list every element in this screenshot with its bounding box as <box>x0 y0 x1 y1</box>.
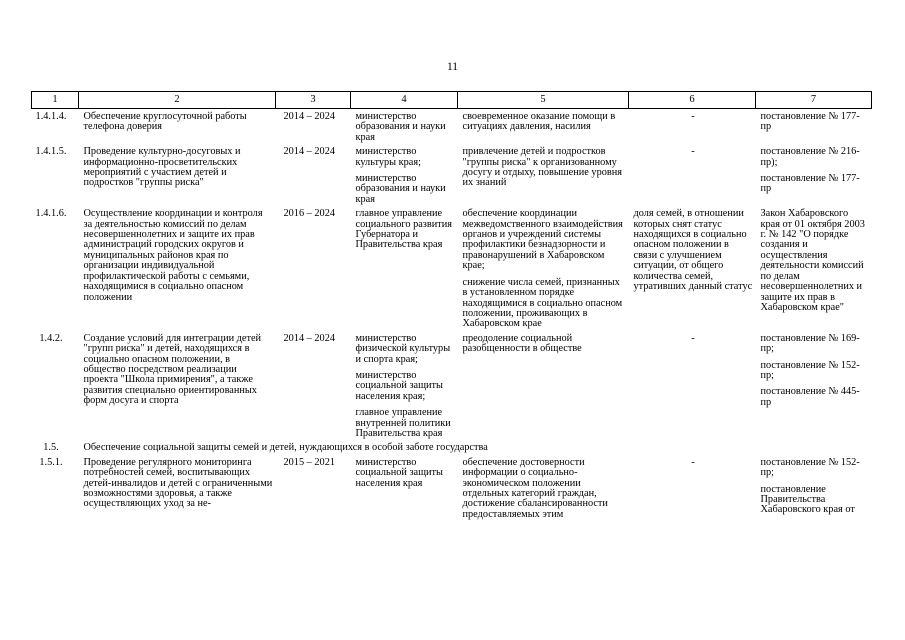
column-header-3: 3 <box>276 92 351 109</box>
row-number: 1.4.1.6. <box>35 208 67 220</box>
activity-name: Проведение регулярного мониторинга потребностей семей, воспитывающих детей-инвалидов и детей с ограниченными возможностями здоровья, а также осуществляющих уход за не- <box>83 456 273 510</box>
legal-docs <box>756 331 872 441</box>
activity-name: Проведение культурно-досуговых и информационно-просветительских мероприятий с участием детей и подростков "группы риска" <box>83 146 241 189</box>
period: 2015 – 2021 <box>283 456 335 468</box>
executor: главное управление социального развития Губернатора и Правительства края <box>355 208 452 251</box>
executors <box>351 144 458 206</box>
table-row <box>32 455 872 521</box>
row-number: 1.4.1.4. <box>35 111 67 122</box>
row-number: 1.5.1. <box>39 456 63 468</box>
page-number: 11 <box>446 61 459 73</box>
expected-results <box>458 109 629 145</box>
table-row <box>32 144 872 206</box>
activity-name: Осуществление координации и контроля за деятельностью комиссий по делам несовершеннолетних и защите их прав администраций городских округов и муниципальных районов края по организации индивидуальной профилактической работы с семьями, находящимися в социально опасном положении <box>83 208 263 303</box>
legal-doc: постановление № 152-пр; <box>760 456 860 479</box>
indicator: - <box>691 146 695 158</box>
legal-doc: постановление № 169-пр; <box>760 332 860 355</box>
executor: министерство образования и науки края <box>355 111 446 143</box>
result: обеспечение координации межведомственного взаимодействия органов и учреждений системы профилактики безнадзорности и правонарушений в Хабаровском крае; <box>462 208 623 272</box>
expected-results <box>458 144 629 206</box>
activity-name: Обеспечение круглосуточной работы телефона доверия <box>83 111 247 133</box>
expected-results <box>458 455 629 521</box>
activity-name: Создание условий для интеграции детей "групп риска" и детей, находящихся в социально опасном положении, в общество посредством реализации проекта "Школа примирения", а также развития специально ориентированных форм досуга и спорта <box>83 332 262 407</box>
executor: главное управление внутренней политики Правительства края <box>355 407 451 439</box>
indicator: - <box>691 456 695 468</box>
executors <box>351 109 458 145</box>
column-header-1: 1 <box>32 92 79 109</box>
column-header-7: 7 <box>756 92 872 109</box>
executor: министерство образования и науки края <box>355 173 446 205</box>
table-row <box>32 109 872 145</box>
executors <box>351 331 458 441</box>
executor: министерство социальной защиты населения края; <box>355 369 443 402</box>
indicator: доля семей, в отношении которых снят статус находящихся в социально опасном положении в связи с улучшением ситуации, от общего количества семей, утративших данный статус <box>633 208 753 293</box>
section-number: 1.5. <box>43 442 59 454</box>
period: 2014 – 2024 <box>283 111 335 122</box>
column-header-5: 5 <box>458 92 629 109</box>
expected-results <box>458 331 629 441</box>
legal-docs <box>756 455 872 521</box>
section-row <box>32 440 872 454</box>
indicator: - <box>691 332 695 344</box>
executor: министерство культуры края; <box>355 146 421 168</box>
section-title: Обеспечение социальной защиты семей и детей, нуждающихся в особой заботе государства <box>83 442 488 454</box>
period: 2014 – 2024 <box>283 146 335 158</box>
legal-doc: постановление № 152-пр; <box>760 359 860 381</box>
period: 2016 – 2024 <box>283 208 335 220</box>
legal-docs <box>756 206 872 330</box>
indicator: - <box>691 111 695 122</box>
row-number: 1.4.2. <box>39 332 63 344</box>
executors <box>351 455 458 521</box>
executors <box>351 206 458 330</box>
legal-doc: постановление № 177-пр <box>760 111 860 133</box>
legal-doc: Закон Хабаровского края от 01 октября 2003 г. № 142 "О порядке создания и осуществления деятельности комиссий по делам несовершеннолетних и защите их прав в Хабаровском крае" <box>760 208 865 313</box>
executor: министерство физической культуры и спорта края; <box>355 332 451 365</box>
legal-doc: постановление № 216-пр); <box>760 146 860 168</box>
result: обеспечение достоверности информации о социально-экономическом положении отдельных категорий граждан, достижение сбалансированности предоставляемых этим <box>462 456 608 520</box>
result: преодоление социальной разобщенности в обществе <box>462 332 582 355</box>
column-numbers-row <box>32 92 872 109</box>
legal-docs <box>756 109 872 145</box>
column-header-6: 6 <box>629 92 756 109</box>
legal-doc: постановление № 177-пр <box>760 173 860 195</box>
result: своевременное оказание помощи в ситуациях давления, насилия <box>462 111 616 133</box>
program-table <box>31 91 872 521</box>
result: привлечение детей и подростков "группы риска" к организованному досугу и отдыху, повышение уровня их знаний <box>462 146 622 189</box>
expected-results <box>458 206 629 330</box>
row-number: 1.4.1.5. <box>35 146 67 158</box>
column-header-4: 4 <box>351 92 458 109</box>
table-row <box>32 206 872 330</box>
executor: министерство социальной защиты населения края <box>355 456 443 489</box>
legal-doc: постановление Правительства Хабаровского края от <box>760 483 855 516</box>
table-row <box>32 331 872 441</box>
legal-docs <box>756 144 872 206</box>
column-header-2: 2 <box>79 92 276 109</box>
result: снижение числа семей, признанных в установленном порядке находящимися в социально опасном положении, проживающих в Хабаровском крае <box>462 276 623 330</box>
legal-doc: постановление № 445-пр <box>760 386 860 408</box>
period: 2014 – 2024 <box>283 332 335 344</box>
